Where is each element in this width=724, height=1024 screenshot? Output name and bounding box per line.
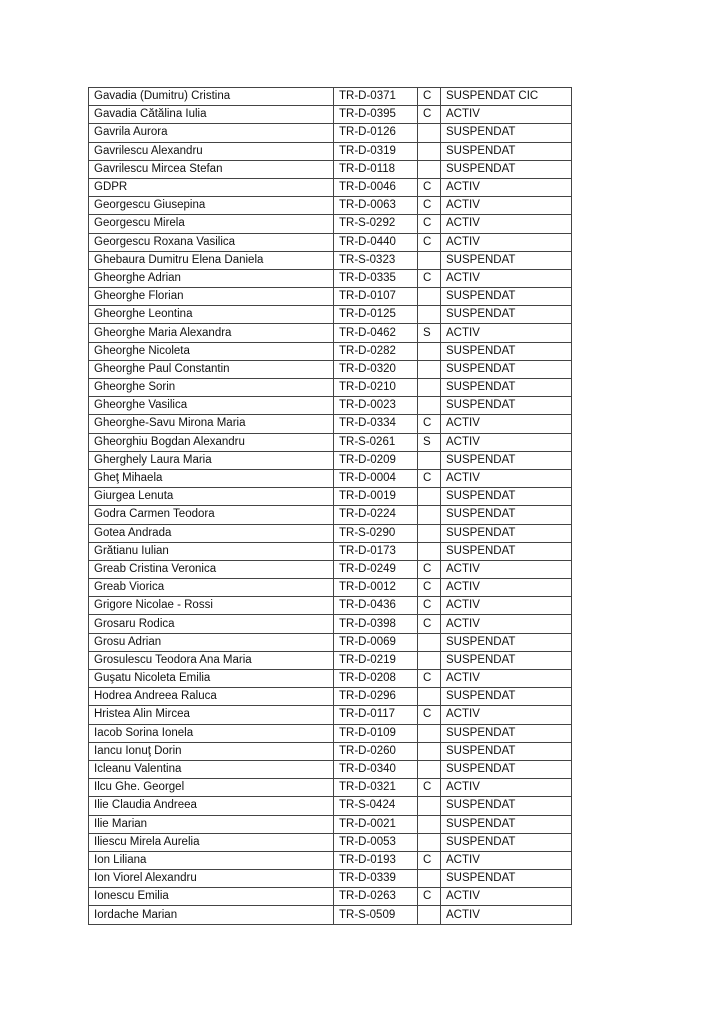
status-cell: ACTIV [441, 269, 572, 287]
member-name-cell: Grigore Nicolae - Rossi [89, 597, 334, 615]
table-row [89, 360, 572, 378]
registration-code-cell: TR-D-0320 [334, 360, 418, 378]
table-row [89, 670, 572, 688]
status-cell: SUSPENDAT [441, 815, 572, 833]
registry-table [88, 87, 572, 925]
table-row [89, 851, 572, 869]
table-row [89, 269, 572, 287]
table-row [89, 706, 572, 724]
category-flag-cell [418, 797, 441, 815]
table-row [89, 888, 572, 906]
category-flag-cell [418, 379, 441, 397]
registration-code-cell: TR-D-0053 [334, 833, 418, 851]
category-flag-cell: C [418, 197, 441, 215]
member-name-cell: Iliescu Mirela Aurelia [89, 833, 334, 851]
member-name-cell: Ilie Claudia Andreea [89, 797, 334, 815]
registration-code-cell: TR-D-0340 [334, 760, 418, 778]
registration-code-cell: TR-D-0321 [334, 779, 418, 797]
table-row [89, 506, 572, 524]
member-name-cell: Gheorghe Leontina [89, 306, 334, 324]
member-name-cell: Gheorghe Paul Constantin [89, 360, 334, 378]
member-name-cell: Gheorghe Vasilica [89, 397, 334, 415]
table-row [89, 469, 572, 487]
status-cell: SUSPENDAT [441, 306, 572, 324]
category-flag-cell: C [418, 88, 441, 106]
category-flag-cell: C [418, 615, 441, 633]
status-cell: ACTIV [441, 433, 572, 451]
status-cell: SUSPENDAT [441, 797, 572, 815]
table-row [89, 142, 572, 160]
member-name-cell: Ion Liliana [89, 851, 334, 869]
category-flag-cell [418, 760, 441, 778]
table-row [89, 106, 572, 124]
category-flag-cell: C [418, 415, 441, 433]
status-cell: SUSPENDAT [441, 542, 572, 560]
member-name-cell: Georgescu Roxana Vasilica [89, 233, 334, 251]
status-cell: ACTIV [441, 469, 572, 487]
registration-code-cell: TR-D-0371 [334, 88, 418, 106]
category-flag-cell: C [418, 560, 441, 578]
status-cell: SUSPENDAT [441, 379, 572, 397]
category-flag-cell: S [418, 324, 441, 342]
registration-code-cell: TR-S-0290 [334, 524, 418, 542]
status-cell: SUSPENDAT [441, 488, 572, 506]
category-flag-cell [418, 524, 441, 542]
table-row [89, 870, 572, 888]
registration-code-cell: TR-D-0118 [334, 160, 418, 178]
registration-code-cell: TR-D-0046 [334, 178, 418, 196]
registration-code-cell: TR-D-0335 [334, 269, 418, 287]
table-row [89, 688, 572, 706]
registration-code-cell: TR-D-0263 [334, 888, 418, 906]
category-flag-cell: C [418, 178, 441, 196]
table-row [89, 542, 572, 560]
member-name-cell: Grosulescu Teodora Ana Maria [89, 651, 334, 669]
status-cell: ACTIV [441, 906, 572, 924]
registration-code-cell: TR-D-0436 [334, 597, 418, 615]
member-name-cell: Gheorghe Maria Alexandra [89, 324, 334, 342]
table-row [89, 779, 572, 797]
registration-code-cell: TR-D-0125 [334, 306, 418, 324]
member-name-cell: Ghebaura Dumitru Elena Daniela [89, 251, 334, 269]
table-row [89, 488, 572, 506]
table-row [89, 833, 572, 851]
table-row [89, 215, 572, 233]
status-cell: SUSPENDAT [441, 688, 572, 706]
status-cell: SUSPENDAT [441, 342, 572, 360]
status-cell: ACTIV [441, 670, 572, 688]
category-flag-cell: C [418, 215, 441, 233]
table-row [89, 233, 572, 251]
registration-code-cell: TR-D-0012 [334, 579, 418, 597]
member-name-cell: Gheţ Mihaela [89, 469, 334, 487]
category-flag-cell [418, 451, 441, 469]
status-cell: ACTIV [441, 779, 572, 797]
category-flag-cell: C [418, 106, 441, 124]
status-cell: SUSPENDAT [441, 288, 572, 306]
category-flag-cell: C [418, 469, 441, 487]
registration-code-cell: TR-D-0462 [334, 324, 418, 342]
status-cell: SUSPENDAT [441, 360, 572, 378]
registry-table-body [89, 88, 572, 925]
member-name-cell: Ion Viorel Alexandru [89, 870, 334, 888]
status-cell: ACTIV [441, 197, 572, 215]
status-cell: SUSPENDAT [441, 451, 572, 469]
status-cell: SUSPENDAT [441, 833, 572, 851]
category-flag-cell [418, 342, 441, 360]
table-row [89, 633, 572, 651]
member-name-cell: Ilcu Ghe. Georgel [89, 779, 334, 797]
registration-code-cell: TR-D-0249 [334, 560, 418, 578]
member-name-cell: Gheorghe Adrian [89, 269, 334, 287]
status-cell: ACTIV [441, 178, 572, 196]
member-name-cell: Icleanu Valentina [89, 760, 334, 778]
category-flag-cell [418, 833, 441, 851]
category-flag-cell [418, 288, 441, 306]
category-flag-cell [418, 397, 441, 415]
status-cell: SUSPENDAT [441, 251, 572, 269]
member-name-cell: Greab Cristina Veronica [89, 560, 334, 578]
status-cell: SUSPENDAT [441, 524, 572, 542]
table-row [89, 760, 572, 778]
category-flag-cell: C [418, 670, 441, 688]
status-cell: ACTIV [441, 597, 572, 615]
member-name-cell: Hodrea Andreea Raluca [89, 688, 334, 706]
category-flag-cell: C [418, 269, 441, 287]
table-row [89, 415, 572, 433]
table-row [89, 797, 572, 815]
registration-code-cell: TR-S-0323 [334, 251, 418, 269]
category-flag-cell [418, 742, 441, 760]
registration-code-cell: TR-D-0021 [334, 815, 418, 833]
category-flag-cell [418, 306, 441, 324]
status-cell: ACTIV [441, 560, 572, 578]
category-flag-cell [418, 724, 441, 742]
registration-code-cell: TR-D-0069 [334, 633, 418, 651]
category-flag-cell [418, 360, 441, 378]
member-name-cell: GDPR [89, 178, 334, 196]
registration-code-cell: TR-D-0260 [334, 742, 418, 760]
category-flag-cell [418, 251, 441, 269]
status-cell: SUSPENDAT [441, 142, 572, 160]
table-row [89, 724, 572, 742]
category-flag-cell [418, 488, 441, 506]
member-name-cell: Iordache Marian [89, 906, 334, 924]
member-name-cell: Guşatu Nicoleta Emilia [89, 670, 334, 688]
member-name-cell: Gherghely Laura Maria [89, 451, 334, 469]
registration-code-cell: TR-D-0107 [334, 288, 418, 306]
registration-code-cell: TR-D-0282 [334, 342, 418, 360]
member-name-cell: Gheorghiu Bogdan Alexandru [89, 433, 334, 451]
table-row [89, 433, 572, 451]
member-name-cell: Georgescu Giusepina [89, 197, 334, 215]
category-flag-cell: S [418, 433, 441, 451]
category-flag-cell [418, 688, 441, 706]
status-cell: ACTIV [441, 851, 572, 869]
table-row [89, 379, 572, 397]
member-name-cell: Gheorghe-Savu Mirona Maria [89, 415, 334, 433]
member-name-cell: Gheorghe Nicoleta [89, 342, 334, 360]
status-cell: SUSPENDAT [441, 870, 572, 888]
status-cell: ACTIV [441, 415, 572, 433]
member-name-cell: Gavrilescu Alexandru [89, 142, 334, 160]
member-name-cell: Ilie Marian [89, 815, 334, 833]
member-name-cell: Iacob Sorina Ionela [89, 724, 334, 742]
category-flag-cell [418, 124, 441, 142]
category-flag-cell [418, 906, 441, 924]
registration-code-cell: TR-D-0224 [334, 506, 418, 524]
table-row [89, 815, 572, 833]
category-flag-cell [418, 542, 441, 560]
member-name-cell: Gavadia (Dumitru) Cristina [89, 88, 334, 106]
registration-code-cell: TR-D-0004 [334, 469, 418, 487]
registration-code-cell: TR-D-0173 [334, 542, 418, 560]
table-row [89, 160, 572, 178]
table-row [89, 524, 572, 542]
table-row [89, 197, 572, 215]
registration-code-cell: TR-S-0424 [334, 797, 418, 815]
category-flag-cell: C [418, 597, 441, 615]
table-row [89, 397, 572, 415]
category-flag-cell: C [418, 779, 441, 797]
member-name-cell: Gavadia Cătălina Iulia [89, 106, 334, 124]
status-cell: SUSPENDAT [441, 760, 572, 778]
status-cell: SUSPENDAT [441, 506, 572, 524]
member-name-cell: Gotea Andrada [89, 524, 334, 542]
table-row [89, 124, 572, 142]
registration-code-cell: TR-D-0339 [334, 870, 418, 888]
table-row [89, 451, 572, 469]
member-name-cell: Gheorghe Sorin [89, 379, 334, 397]
registration-code-cell: TR-D-0126 [334, 124, 418, 142]
category-flag-cell [418, 870, 441, 888]
status-cell: ACTIV [441, 233, 572, 251]
category-flag-cell [418, 651, 441, 669]
member-name-cell: Greab Viorica [89, 579, 334, 597]
category-flag-cell: C [418, 888, 441, 906]
table-row [89, 742, 572, 760]
registration-code-cell: TR-D-0109 [334, 724, 418, 742]
table-row [89, 579, 572, 597]
status-cell: SUSPENDAT [441, 651, 572, 669]
status-cell: SUSPENDAT [441, 742, 572, 760]
registration-code-cell: TR-D-0117 [334, 706, 418, 724]
category-flag-cell [418, 160, 441, 178]
registration-code-cell: TR-D-0440 [334, 233, 418, 251]
table-row [89, 324, 572, 342]
member-name-cell: Gavrila Aurora [89, 124, 334, 142]
category-flag-cell [418, 142, 441, 160]
status-cell: ACTIV [441, 215, 572, 233]
member-name-cell: Gavrilescu Mircea Stefan [89, 160, 334, 178]
category-flag-cell: C [418, 233, 441, 251]
registration-code-cell: TR-D-0208 [334, 670, 418, 688]
table-row [89, 251, 572, 269]
registration-code-cell: TR-D-0193 [334, 851, 418, 869]
registration-code-cell: TR-D-0398 [334, 615, 418, 633]
status-cell: SUSPENDAT [441, 724, 572, 742]
table-row [89, 615, 572, 633]
category-flag-cell: C [418, 851, 441, 869]
registration-code-cell: TR-D-0019 [334, 488, 418, 506]
status-cell: ACTIV [441, 579, 572, 597]
table-row [89, 88, 572, 106]
table-row [89, 651, 572, 669]
member-name-cell: Grosaru Rodica [89, 615, 334, 633]
status-cell: ACTIV [441, 106, 572, 124]
status-cell: SUSPENDAT [441, 397, 572, 415]
category-flag-cell: C [418, 706, 441, 724]
member-name-cell: Gheorghe Florian [89, 288, 334, 306]
category-flag-cell [418, 815, 441, 833]
table-row [89, 560, 572, 578]
member-name-cell: Georgescu Mirela [89, 215, 334, 233]
member-name-cell: Giurgea Lenuta [89, 488, 334, 506]
registration-code-cell: TR-S-0261 [334, 433, 418, 451]
table-row [89, 597, 572, 615]
status-cell: ACTIV [441, 615, 572, 633]
member-name-cell: Ionescu Emilia [89, 888, 334, 906]
registration-code-cell: TR-D-0063 [334, 197, 418, 215]
status-cell: SUSPENDAT [441, 633, 572, 651]
status-cell: ACTIV [441, 324, 572, 342]
registration-code-cell: TR-S-0292 [334, 215, 418, 233]
member-name-cell: Grosu Adrian [89, 633, 334, 651]
member-name-cell: Iancu Ionuţ Dorin [89, 742, 334, 760]
category-flag-cell: C [418, 579, 441, 597]
registration-code-cell: TR-D-0296 [334, 688, 418, 706]
registration-code-cell: TR-D-0395 [334, 106, 418, 124]
member-name-cell: Grătianu Iulian [89, 542, 334, 560]
registration-code-cell: TR-S-0509 [334, 906, 418, 924]
status-cell: SUSPENDAT [441, 124, 572, 142]
table-row [89, 342, 572, 360]
registration-code-cell: TR-D-0209 [334, 451, 418, 469]
status-cell: ACTIV [441, 706, 572, 724]
registration-code-cell: TR-D-0219 [334, 651, 418, 669]
registration-code-cell: TR-D-0334 [334, 415, 418, 433]
category-flag-cell [418, 506, 441, 524]
table-row [89, 178, 572, 196]
table-row [89, 906, 572, 924]
status-cell: SUSPENDAT [441, 160, 572, 178]
member-name-cell: Hristea Alin Mircea [89, 706, 334, 724]
registration-code-cell: TR-D-0319 [334, 142, 418, 160]
table-row [89, 306, 572, 324]
table-row [89, 288, 572, 306]
status-cell: SUSPENDAT CIC [441, 88, 572, 106]
category-flag-cell [418, 633, 441, 651]
member-name-cell: Godra Carmen Teodora [89, 506, 334, 524]
registration-code-cell: TR-D-0210 [334, 379, 418, 397]
registration-code-cell: TR-D-0023 [334, 397, 418, 415]
status-cell: ACTIV [441, 888, 572, 906]
